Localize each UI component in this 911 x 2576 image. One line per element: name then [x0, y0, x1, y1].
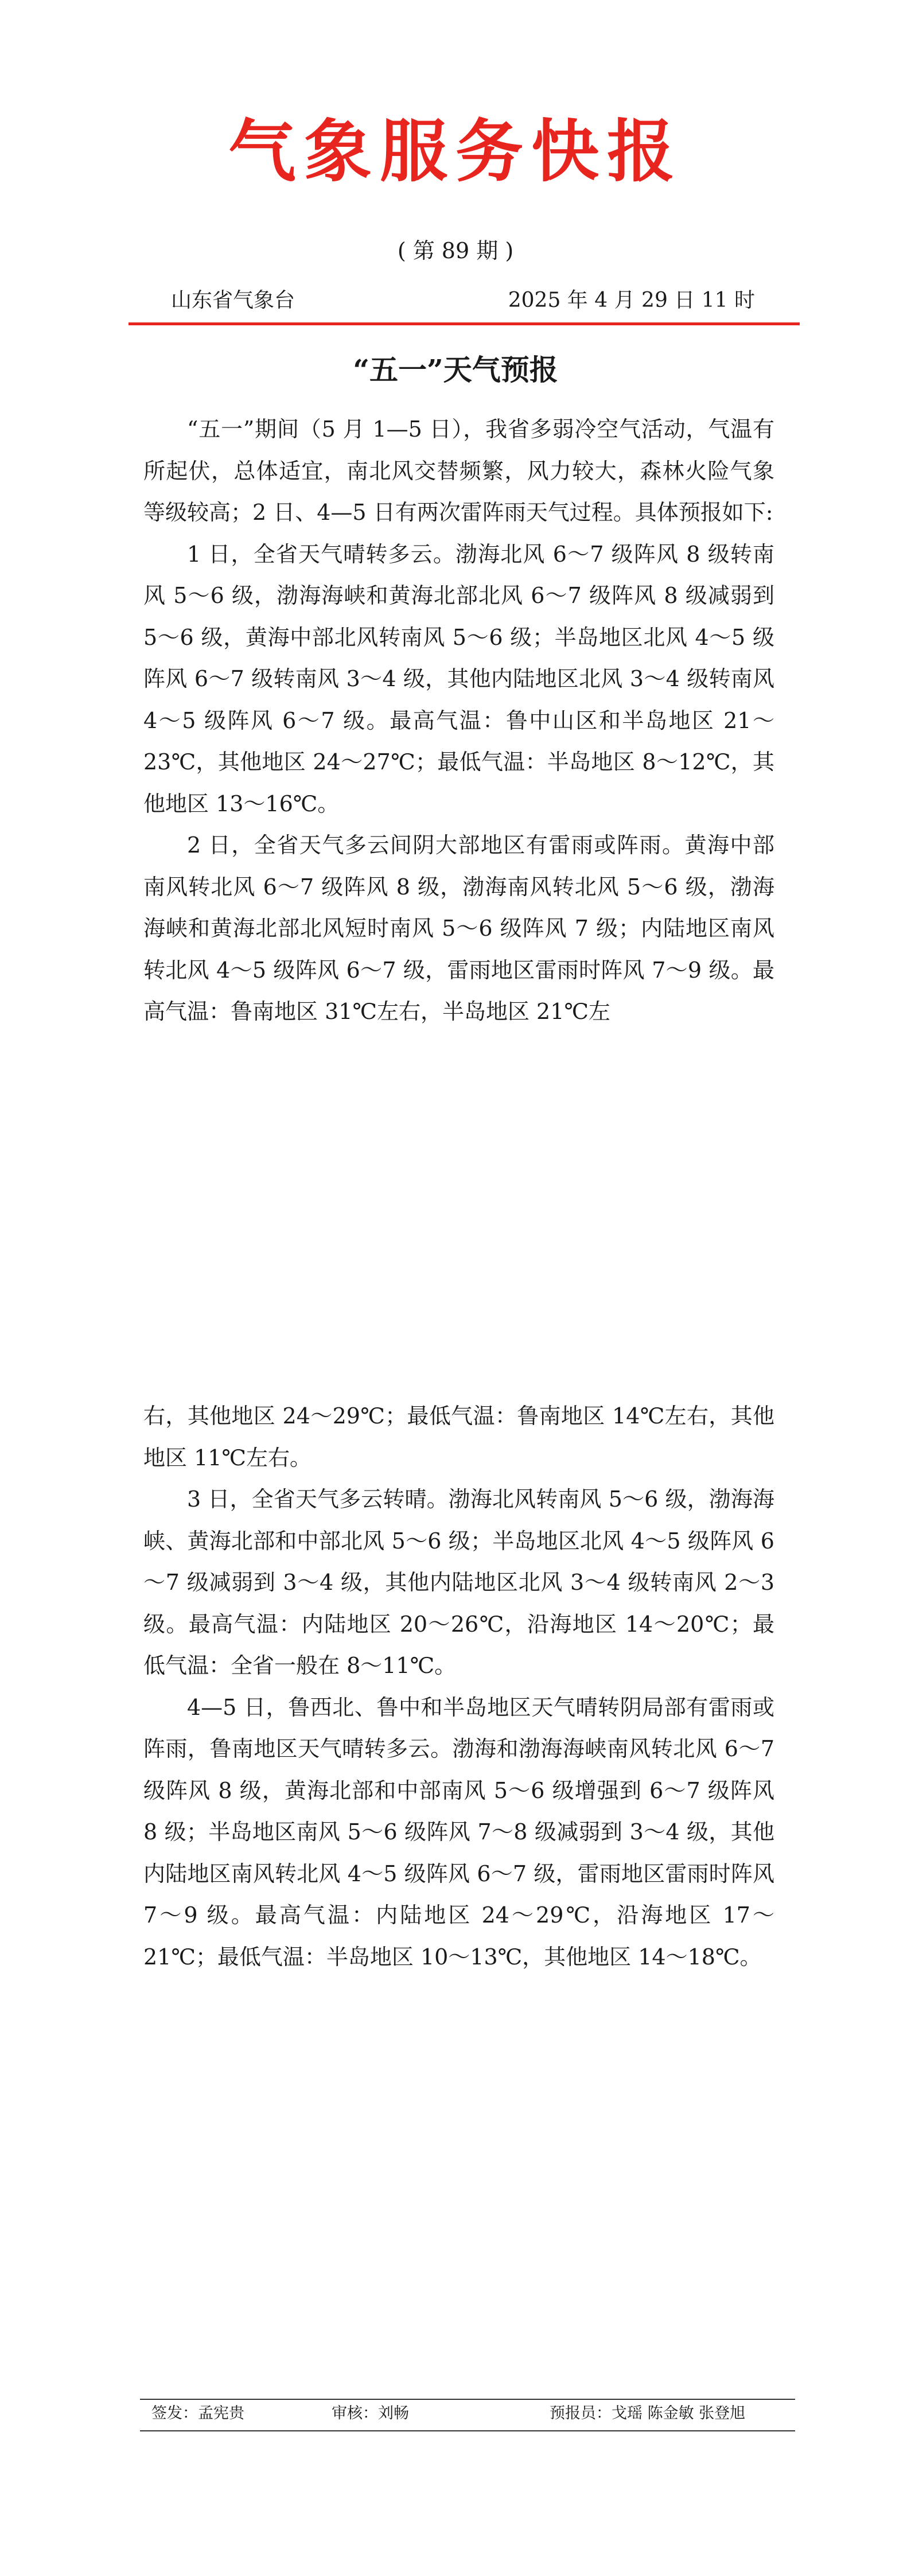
- signed-by: 签发：孟宪贵: [151, 2404, 244, 2422]
- reviewed-by: 审核：刘畅: [332, 2404, 409, 2422]
- issue-number: ( 第 89 期 ): [397, 238, 514, 263]
- intro-paragraph: “五一”期间（5 月 1—5 日），我省多弱冷空气活动，气温有所起伏，总体适宜，南北风交替频繁，风力较大，森林火险气象等级较高；2 日、4—5 日有两次雷阵雨天气过程。具体预报如下:: [143, 417, 774, 525]
- day3-paragraph: 3 日，全省天气多云转晴。渤海北风转南风 5～6 级，渤海海峡、黄海北部和中部北风 5～6 级；半岛地区北风 4～5 级阵风 6～7 级减弱到 3～4 级，其他内陆地区北风 3～4 级转南风 2～3 级。最高气温：内陆地区 20～26℃，沿海地区 14～20℃；最低气温：全省一般在 8～11℃。: [143, 1487, 774, 1678]
- article-title: “五一”天气预报: [353, 353, 558, 387]
- article-body-first: [143, 408, 774, 1033]
- forecasters: 预报员：戈瑶 陈金敏 张登旭: [550, 2404, 746, 2422]
- day2-paragraph: 2 日，全省天气多云间阴大部地区有雷雨或阵雨。黄海中部南风转北风 6～7 级阵风 8 级，渤海南风转北风 5～6 级，渤海海峡和黄海北部北风短时南风 5～6 级阵风 7 级；内陆地区南风转北风 4～5 级阵风 6～7 级，雷雨地区雷雨时阵风 7～9 级。最高气温：鲁南地区 31℃左右，半岛地区 21℃左: [143, 832, 774, 1024]
- masthead-title: 气象服务快报: [228, 111, 683, 191]
- issue-datetime: 2025 年 4 月 29 日 11 时: [508, 289, 755, 312]
- article-body-second: [143, 1395, 774, 1978]
- day2-paragraph-continued: 右，其他地区 24～29℃；最低气温：鲁南地区 14℃左右，其他地区 11℃左右。: [143, 1403, 774, 1470]
- footer-divider-top: [140, 2399, 795, 2400]
- issuing-organization: 山东省气象台: [171, 289, 295, 312]
- day1-paragraph: 1 日，全省天气晴转多云。渤海北风 6～7 级阵风 8 级转南风 5～6 级，渤海海峡和黄海北部北风 6～7 级阵风 8 级减弱到 5～6 级，黄海中部北风转南风 5～6 级；半岛地区北风 4～5 级阵风 6～7 级转南风 3～4 级，其他内陆地区北风 3～4 级转南风 4～5 级阵风 6～7 级。最高气温：鲁中山区和半岛地区 21～23℃，其他地区 24～27℃；最低气温：半岛地区 8～12℃，其他地区 13～16℃。: [143, 541, 774, 816]
- day4-5-paragraph: 4—5 日，鲁西北、鲁中和半岛地区天气晴转阴局部有雷雨或阵雨，鲁南地区天气晴转多云。渤海和渤海海峡南风转北风 6～7 级阵风 8 级，黄海北部和中部南风 5～6 级增强到 6～7 级阵风 8 级；半岛地区南风 5～6 级阵风 7～8 级减弱到 3～4 级，其他内陆地区南风转北风 4～5 级阵风 6～7 级，雷雨地区雷雨时阵风 7～9 级。最高气温：内陆地区 24～29℃，沿海地区 17～21℃；最低气温：半岛地区 10～13℃，其他地区 14～18℃。: [143, 1694, 774, 1970]
- header-divider: [129, 322, 800, 325]
- footer-divider-bottom: [140, 2430, 795, 2431]
